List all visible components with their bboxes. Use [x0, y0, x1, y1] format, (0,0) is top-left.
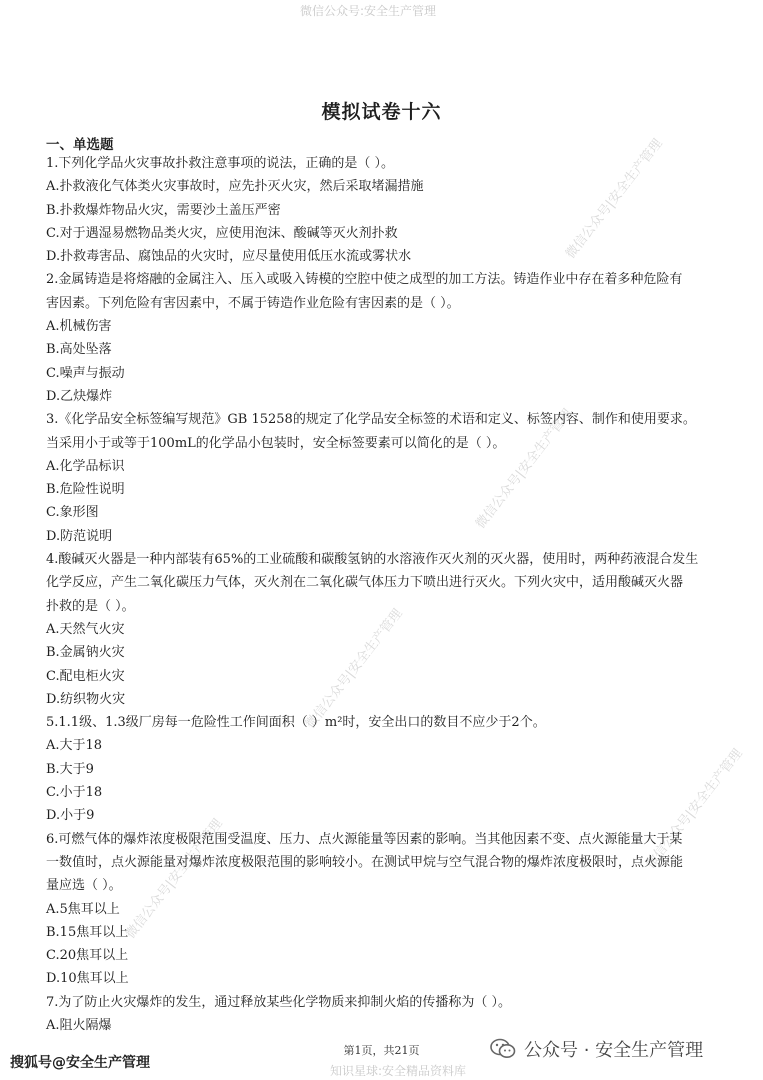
answer-option: B.金属钠火灾	[46, 645, 125, 661]
answer-option: C.配电柜火灾	[46, 668, 125, 684]
answer-option: C.20焦耳以上	[46, 948, 129, 964]
answer-option: D.防范说明	[46, 528, 113, 544]
question-text: 当采用小于或等于100mL的化学品小包装时，安全标签要素可以简化的是（ ）。	[46, 435, 506, 451]
answer-option: A.5焦耳以上	[46, 901, 120, 917]
answer-option: A.扑救液化气体类火灾事故时，应先扑灭火灾，然后采取堵漏措施	[46, 179, 424, 195]
answer-option: A.机械伤害	[46, 319, 112, 335]
page-title: 模拟试卷十六	[321, 101, 442, 123]
question-text: 4.酸碱灭火器是一种内部装有65%的工业硫酸和碳酸氢钠的水溶液作灭火剂的灭火器，使用时，两种药液混合发生	[46, 552, 699, 568]
question-text: 一数值时，点火源能量对爆炸浓度极限范围的影响较小。在测试甲烷与空气混合物的爆炸浓度极限时，点火源能	[46, 854, 684, 870]
page-number: 第1页，共21页	[343, 1044, 420, 1057]
answer-option: D.小于9	[46, 808, 95, 824]
answer-option: B.15焦耳以上	[46, 924, 129, 940]
source-credit: 搜狐号@安全生产管理	[10, 1055, 150, 1071]
answer-option: D.扑救毒害品、腐蚀品的火灾时，应尽量使用低压水流或雾状水	[46, 249, 412, 265]
question-list	[46, 152, 726, 1037]
answer-option: B.大于9	[46, 761, 94, 777]
wechat-icon	[490, 1038, 516, 1060]
watermark-diagonal: 微信公众号|安全生产管理	[643, 746, 746, 872]
question-text: 2.金属铸造是将熔融的金属注入、压入或吸入铸模的空腔中使之成型的加工方法。铸造作业中存在着多种危险有	[46, 272, 683, 288]
answer-option: A.阻火隔爆	[46, 1017, 112, 1033]
watermark-diagonal: 微信公众号|安全生产管理	[473, 406, 576, 532]
answer-option: B.扑救爆炸物品火灾，需要沙土盖压严密	[46, 202, 281, 218]
question-text: 扑救的是（ ）。	[46, 598, 135, 614]
answer-option: C.小于18	[46, 785, 103, 801]
section-heading: 一、单选题	[46, 137, 114, 153]
question-text: 量应选（ ）。	[46, 878, 122, 894]
question-text: 化学反应，产生二氧化碳压力气体，灭火剂在二氧化碳气体压力下喷出进行灭火。下列火灾中，适用酸碱灭火器	[46, 575, 684, 591]
question-text: 1.下列化学品火灾事故扑救注意事项的说法，正确的是（ ）。	[46, 156, 395, 171]
question-text: 害因素。下列危险有害因素中，不属于铸造作业危险有害因素的是（ ）。	[46, 295, 460, 311]
answer-option: D.10焦耳以上	[46, 971, 129, 987]
wechat-account-badge	[490, 1036, 703, 1062]
answer-option: B.危险性说明	[46, 482, 125, 498]
question-text: 5.1.1级、1.3级厂房每一危险性工作间面积（ ）m²时，安全出口的数目不应少于2个。	[46, 715, 546, 731]
answer-option: D.乙炔爆炸	[46, 388, 113, 404]
answer-option: A.大于18	[46, 738, 103, 754]
watermark-bottom: 知识星球:安全精品资料库	[330, 1064, 467, 1078]
answer-option: C.对于遇湿易燃物品类火灾，应使用泡沫、酸碱等灭火剂扑救	[46, 225, 398, 241]
answer-option: C.象形图	[46, 505, 99, 521]
watermark-diagonal: 微信公众号|安全生产管理	[303, 606, 406, 732]
answer-option: A.天然气火灾	[46, 621, 125, 637]
watermark-diagonal: 微信公众号|安全生产管理	[563, 136, 666, 262]
wechat-account-label: 公众号 · 安全生产管理	[524, 1040, 704, 1061]
answer-option: B.高处坠落	[46, 342, 112, 358]
question-text: 3.《化学品安全标签编写规范》GB 15258的规定了化学品安全标签的术语和定义、标签内容、制作和使用要求。	[46, 412, 696, 428]
watermark-top: 微信公众号:安全生产管理	[300, 4, 437, 18]
question-text: 7.为了防止火灾爆炸的发生，通过释放某些化学物质来抑制火焰的传播称为（ ）。	[46, 994, 512, 1010]
answer-option: C.噪声与振动	[46, 365, 125, 381]
answer-option: A.化学品标识	[46, 458, 125, 474]
watermark-diagonal: 微信公众号|安全生产管理	[123, 816, 226, 942]
answer-option: D.纺织物火灾	[46, 691, 126, 707]
question-text: 6.可燃气体的爆炸浓度极限范围受温度、压力、点火源能量等因素的影响。当其他因素不变、点火源能量大于某	[46, 831, 683, 847]
